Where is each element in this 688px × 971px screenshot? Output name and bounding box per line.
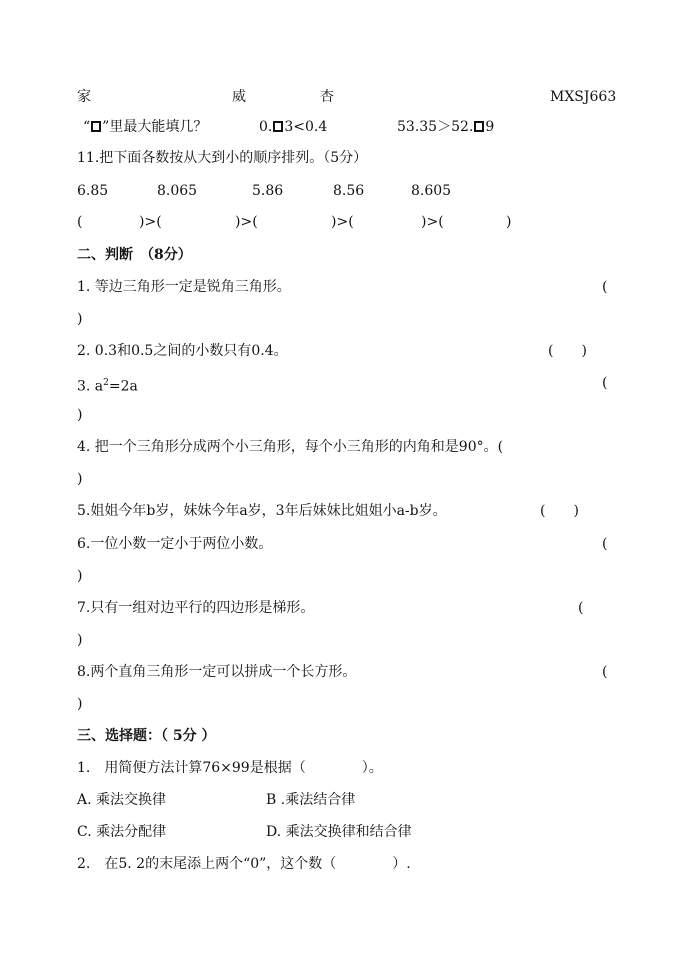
q11-number-5: 8.605 bbox=[411, 183, 452, 199]
q10-expr-2 bbox=[397, 117, 494, 137]
judge-item-6: 6.一位小数一定小于两位小数。 bbox=[77, 536, 273, 552]
choice-q1-option-a: A. 乘法交换律 bbox=[77, 792, 167, 808]
judge-item-8-close: ) bbox=[77, 696, 83, 712]
q11-blank-3: )>( bbox=[235, 214, 258, 230]
empty-box-icon bbox=[91, 121, 101, 132]
q10-open-quote: “ bbox=[83, 119, 91, 135]
judge-item-1-open: ( bbox=[602, 279, 608, 295]
q11-number-4: 8.56 bbox=[333, 183, 365, 199]
judge-item-2-paren: ( ) bbox=[548, 343, 587, 359]
choice-q1-option-b: B .乘法结合律 bbox=[266, 792, 356, 808]
judge-item-8-open: ( bbox=[602, 664, 608, 680]
judge-item-3-sup: 2 bbox=[103, 378, 109, 388]
q10-prefix bbox=[83, 117, 207, 137]
q11-blank-6: ) bbox=[506, 214, 512, 230]
header-mid-2: 杏 bbox=[320, 89, 334, 105]
choice-q2: 2. 在5. 2的末尾添上两个“0”，这个数（ ）. bbox=[77, 856, 411, 872]
section-3-title: 三、选择题：（ 5分 ） bbox=[77, 728, 216, 744]
judge-item-4: 4. 把一个三角形分成两个小三角形，每个小三角形的内角和是90°。( bbox=[77, 439, 504, 455]
choice-q1: 1. 用简便方法计算76×99是根据（ ）。 bbox=[77, 760, 383, 776]
judge-item-1: 1. 等边三角形一定是锐角三角形。 bbox=[77, 279, 291, 295]
judge-item-7: 7.只有一组对边平行的四边形是梯形。 bbox=[77, 600, 315, 616]
empty-box-icon bbox=[474, 121, 484, 132]
q10-expr-2-b: 9 bbox=[485, 119, 495, 135]
header-mid-1: 威 bbox=[232, 89, 246, 105]
judge-item-4-close: ) bbox=[77, 471, 83, 487]
q11-number-3: 5.86 bbox=[252, 183, 284, 199]
judge-item-3-a: 3. a bbox=[77, 378, 104, 395]
q11-title: 11.把下面各数按从大到小的顺序排列。（5分） bbox=[77, 150, 368, 166]
judge-item-3 bbox=[77, 373, 138, 393]
q11-blank-1: ( bbox=[77, 214, 83, 230]
section-2-title: 二、判断 （8分） bbox=[77, 247, 192, 263]
q11-number-2: 8.065 bbox=[157, 183, 198, 199]
q11-blank-2: )>( bbox=[139, 214, 162, 230]
judge-item-7-close: ) bbox=[77, 632, 83, 648]
q10-expr-1 bbox=[259, 117, 327, 137]
q11-number-1: 6.85 bbox=[77, 183, 109, 199]
choice-q1-option-c: C. 乘法分配律 bbox=[77, 824, 167, 840]
judge-item-8: 8.两个直角三角形一定可以拼成一个长方形。 bbox=[77, 664, 357, 680]
q10-close-quote: ”里最大能填几？ bbox=[102, 119, 208, 135]
judge-item-3-open: ( bbox=[602, 375, 608, 391]
judge-item-7-open: ( bbox=[578, 600, 584, 616]
judge-item-3-close: ) bbox=[77, 407, 83, 423]
q10-expr-1-b: 3<0.4 bbox=[284, 119, 328, 135]
choice-q1-option-d: D. 乘法交换律和结合律 bbox=[266, 824, 412, 840]
q11-blank-4: )>( bbox=[331, 214, 354, 230]
judge-item-6-open: ( bbox=[602, 536, 608, 552]
q10-expr-2-a: 53.35＞52. bbox=[397, 119, 474, 135]
judge-item-1-close: ) bbox=[77, 311, 83, 327]
header-code: MXSJ663 bbox=[550, 89, 617, 105]
q10-expr-1-a: 0. bbox=[259, 119, 273, 135]
judge-item-5: 5.姐姐今年b岁，妹妹今年a岁，3年后妹妹比姐姐小a-b岁。 bbox=[77, 503, 447, 519]
judge-item-5-paren: ( ) bbox=[540, 503, 579, 519]
q11-blank-5: )>( bbox=[421, 214, 444, 230]
judge-item-3-b: =2a bbox=[108, 378, 138, 395]
judge-item-6-close: ) bbox=[77, 568, 83, 584]
empty-box-icon bbox=[273, 121, 283, 132]
header-left: 家 bbox=[77, 89, 91, 105]
judge-item-2: 2. 0.3和0.5之间的小数只有0.4。 bbox=[77, 343, 288, 359]
